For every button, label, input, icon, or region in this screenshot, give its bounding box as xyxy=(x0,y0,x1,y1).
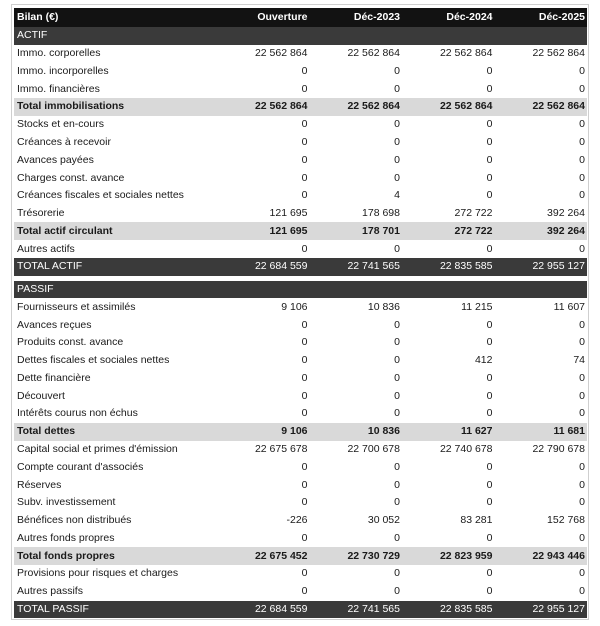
cell-value: 22 823 959 xyxy=(402,547,495,565)
row-label: TOTAL PASSIF xyxy=(14,601,217,619)
cell-value: 121 695 xyxy=(217,222,310,240)
cell-value: 22 730 729 xyxy=(310,547,403,565)
row-label: Immo. financières xyxy=(17,82,100,95)
cell-value: 0 xyxy=(301,460,308,473)
row-label: Immo. incorporelles xyxy=(17,64,109,77)
cell-value: 0 xyxy=(579,478,585,491)
cell-value: 22 675 452 xyxy=(217,547,310,565)
cell-value: 0 xyxy=(394,171,400,184)
table-row xyxy=(14,512,587,530)
cell-value: 0 xyxy=(301,135,308,148)
table-row xyxy=(14,476,587,494)
cell-value: 0 xyxy=(394,407,400,420)
cell-value: 11 607 xyxy=(553,300,585,313)
cell-value: 0 xyxy=(301,336,308,349)
cell-value: 22 741 565 xyxy=(310,601,403,619)
cell-value: 0 xyxy=(301,585,308,598)
row-label: Trésorerie xyxy=(17,207,65,220)
cell-value: 0 xyxy=(301,496,308,509)
cell-value: 0 xyxy=(301,64,308,77)
cell-value: 11 681 xyxy=(495,423,588,441)
cell-value: 0 xyxy=(486,189,493,202)
cell-value: 392 264 xyxy=(547,207,585,220)
cell-value: 22 684 559 xyxy=(217,601,310,619)
cell-value: 0 xyxy=(394,153,400,166)
cell-value: 0 xyxy=(301,389,308,402)
row-label: Fournisseurs et assimilés xyxy=(17,300,136,313)
cell-value: 10 836 xyxy=(367,300,400,313)
cell-value: 0 xyxy=(486,478,493,491)
table-row xyxy=(14,370,587,388)
row-label: Compte courant d'associés xyxy=(17,460,144,473)
cell-value: 0 xyxy=(301,82,308,95)
cell-value: 0 xyxy=(579,171,585,184)
table-row xyxy=(14,441,587,459)
cell-value: 22 562 864 xyxy=(402,98,495,116)
cell-value: 0 xyxy=(394,118,400,131)
cell-value: 0 xyxy=(486,371,493,384)
cell-value: 0 xyxy=(301,171,308,184)
cell-value: 152 768 xyxy=(547,514,585,527)
cell-value: 11 215 xyxy=(461,300,493,313)
row-label: Créances à recevoir xyxy=(17,135,111,148)
cell-value: 0 xyxy=(394,64,400,77)
cell-value: 0 xyxy=(486,460,493,473)
header-column-2023: Déc-2023 xyxy=(310,8,403,27)
table-row xyxy=(14,583,587,601)
row-label: Autres passifs xyxy=(17,585,83,598)
cell-value: 412 xyxy=(474,354,493,367)
cell-value: 0 xyxy=(579,82,585,95)
table-row xyxy=(14,298,587,316)
cell-value: 9 106 xyxy=(281,300,308,313)
cell-value: 0 xyxy=(579,153,585,166)
row-label: Créances fiscales et sociales nettes xyxy=(17,189,184,202)
table-row xyxy=(14,565,587,583)
cell-value: 0 xyxy=(486,82,493,95)
row-label: Autres actifs xyxy=(17,242,75,255)
cell-value: 0 xyxy=(486,585,493,598)
cell-value: 0 xyxy=(579,64,585,77)
section-title: ACTIF xyxy=(14,27,587,45)
cell-value: 0 xyxy=(486,496,493,509)
total-row-passif xyxy=(14,601,587,619)
cell-value: 0 xyxy=(301,118,308,131)
row-label: Autres fonds propres xyxy=(17,531,115,544)
table-row xyxy=(14,45,587,63)
cell-value: 22 700 678 xyxy=(347,442,400,455)
row-label: Avances reçues xyxy=(17,318,92,331)
cell-value: 0 xyxy=(394,460,400,473)
section-title: PASSIF xyxy=(14,281,587,299)
table-row xyxy=(14,116,587,134)
cell-value: 0 xyxy=(301,371,308,384)
cell-value: 22 835 585 xyxy=(402,601,495,619)
balance-sheet-table xyxy=(14,8,587,618)
cell-value: 0 xyxy=(394,585,400,598)
cell-value: 22 675 678 xyxy=(254,442,308,455)
cell-value: 22 684 559 xyxy=(217,258,310,276)
cell-value: 9 106 xyxy=(217,423,310,441)
cell-value: 0 xyxy=(486,318,493,331)
row-label: Charges const. avance xyxy=(17,171,125,184)
cell-value: 0 xyxy=(301,189,308,202)
cell-value: 22 943 446 xyxy=(495,547,588,565)
cell-value: 0 xyxy=(579,336,585,349)
cell-value: 0 xyxy=(579,318,585,331)
subtotal-row-dettes xyxy=(14,423,587,441)
cell-value: 22 740 678 xyxy=(439,442,493,455)
table-row xyxy=(14,63,587,81)
cell-value: 22 562 864 xyxy=(347,47,400,60)
cell-value: 0 xyxy=(394,135,400,148)
table-row xyxy=(14,187,587,205)
table-row xyxy=(14,387,587,405)
cell-value: 0 xyxy=(394,496,400,509)
cell-value: 0 xyxy=(486,153,493,166)
subtotal-row-immobilisations xyxy=(14,98,587,116)
table-row xyxy=(14,529,587,547)
cell-value: 0 xyxy=(394,531,400,544)
row-label: Dettes fiscales et sociales nettes xyxy=(17,354,170,367)
cell-value: 22 562 864 xyxy=(495,98,588,116)
table-row xyxy=(14,80,587,98)
section-passif xyxy=(14,281,587,299)
cell-value: 272 722 xyxy=(402,222,495,240)
cell-value: 0 xyxy=(579,531,585,544)
cell-value: 0 xyxy=(579,407,585,420)
row-label: Bénéfices non distribués xyxy=(17,514,132,527)
cell-value: 10 836 xyxy=(310,423,403,441)
row-label: Total dettes xyxy=(14,423,217,441)
cell-value: 4 xyxy=(394,189,400,202)
row-label: TOTAL ACTIF xyxy=(14,258,217,276)
cell-value: 0 xyxy=(394,567,400,580)
table-header-row xyxy=(14,8,587,27)
cell-value: 22 741 565 xyxy=(310,258,403,276)
row-label: Intérêts courus non échus xyxy=(17,407,138,420)
cell-value: 22 562 864 xyxy=(532,47,585,60)
cell-value: 0 xyxy=(394,371,400,384)
row-label: Stocks et en-cours xyxy=(17,118,104,131)
cell-value: 22 562 864 xyxy=(254,47,308,60)
cell-value: 83 281 xyxy=(460,514,493,527)
cell-value: 0 xyxy=(579,371,585,384)
table-row xyxy=(14,316,587,334)
row-label: Produits const. avance xyxy=(17,336,124,349)
cell-value: 0 xyxy=(486,135,493,148)
cell-value: 272 722 xyxy=(454,207,493,220)
cell-value: 0 xyxy=(394,82,400,95)
cell-value: 11 627 xyxy=(402,423,495,441)
cell-value: 0 xyxy=(486,118,493,131)
cell-value: 30 052 xyxy=(367,514,400,527)
cell-value: 0 xyxy=(486,531,493,544)
table-row xyxy=(14,494,587,512)
cell-value: 0 xyxy=(394,389,400,402)
row-label: Subv. investissement xyxy=(17,496,116,509)
cell-value: 22 562 864 xyxy=(439,47,493,60)
row-label: Provisions pour risques et charges xyxy=(17,567,179,580)
cell-value: 0 xyxy=(486,567,493,580)
row-label: Immo. corporelles xyxy=(17,47,101,60)
cell-value: 22 835 585 xyxy=(402,258,495,276)
header-label: Bilan (€) xyxy=(14,8,217,27)
subtotal-row-fonds-propres xyxy=(14,547,587,565)
table-row xyxy=(14,405,587,423)
cell-value: 0 xyxy=(579,585,585,598)
row-label: Total fonds propres xyxy=(14,547,217,565)
cell-value: 0 xyxy=(486,171,493,184)
cell-value: 0 xyxy=(579,242,585,255)
table-row xyxy=(14,352,587,370)
cell-value: 0 xyxy=(301,567,308,580)
row-label: Réserves xyxy=(17,478,62,491)
row-label: Découvert xyxy=(17,389,65,402)
cell-value: 0 xyxy=(394,478,400,491)
row-label: Dette financière xyxy=(17,371,91,384)
cell-value: 22 562 864 xyxy=(310,98,403,116)
header-column-2024: Déc-2024 xyxy=(402,8,495,27)
cell-value: 22 955 127 xyxy=(495,258,588,276)
cell-value: 0 xyxy=(394,336,400,349)
cell-value: 0 xyxy=(394,318,400,331)
table-row xyxy=(14,151,587,169)
cell-value: 0 xyxy=(579,567,585,580)
subtotal-row-actif-circulant xyxy=(14,222,587,240)
cell-value: 0 xyxy=(301,531,308,544)
cell-value: 392 264 xyxy=(495,222,588,240)
cell-value: 22 955 127 xyxy=(495,601,588,619)
cell-value: 0 xyxy=(301,153,308,166)
table-row xyxy=(14,334,587,352)
cell-value: 0 xyxy=(579,460,585,473)
header-column-ouverture: Ouverture xyxy=(217,8,310,27)
cell-value: 0 xyxy=(486,407,493,420)
total-row-actif xyxy=(14,258,587,276)
cell-value: 0 xyxy=(486,336,493,349)
cell-value: 0 xyxy=(579,189,585,202)
cell-value: 22 562 864 xyxy=(217,98,310,116)
cell-value: 178 701 xyxy=(310,222,403,240)
cell-value: 22 790 678 xyxy=(532,442,585,455)
cell-value: 0 xyxy=(301,407,308,420)
cell-value: 0 xyxy=(579,389,585,402)
cell-value: 178 698 xyxy=(362,207,400,220)
row-label: Total immobilisations xyxy=(14,98,217,116)
cell-value: 0 xyxy=(394,242,400,255)
cell-value: 0 xyxy=(301,242,308,255)
table-row xyxy=(14,169,587,187)
cell-value: 0 xyxy=(579,118,585,131)
header-column-2025: Déc-2025 xyxy=(495,8,588,27)
cell-value: 74 xyxy=(573,354,585,367)
cell-value: 0 xyxy=(486,242,493,255)
cell-value: 0 xyxy=(301,478,308,491)
section-actif xyxy=(14,27,587,45)
table-row xyxy=(14,240,587,258)
cell-value: 0 xyxy=(486,64,493,77)
cell-value: 0 xyxy=(301,354,308,367)
cell-value: 0 xyxy=(579,135,585,148)
cell-value: -226 xyxy=(286,514,308,527)
cell-value: 0 xyxy=(301,318,308,331)
row-label: Total actif circulant xyxy=(14,222,217,240)
table-row xyxy=(14,205,587,223)
table-row xyxy=(14,134,587,152)
cell-value: 0 xyxy=(394,354,400,367)
row-label: Avances payées xyxy=(17,153,94,166)
cell-value: 0 xyxy=(486,389,493,402)
table-row xyxy=(14,458,587,476)
row-label: Capital social et primes d'émission xyxy=(17,442,178,455)
cell-value: 121 695 xyxy=(269,207,308,220)
cell-value: 0 xyxy=(579,496,585,509)
